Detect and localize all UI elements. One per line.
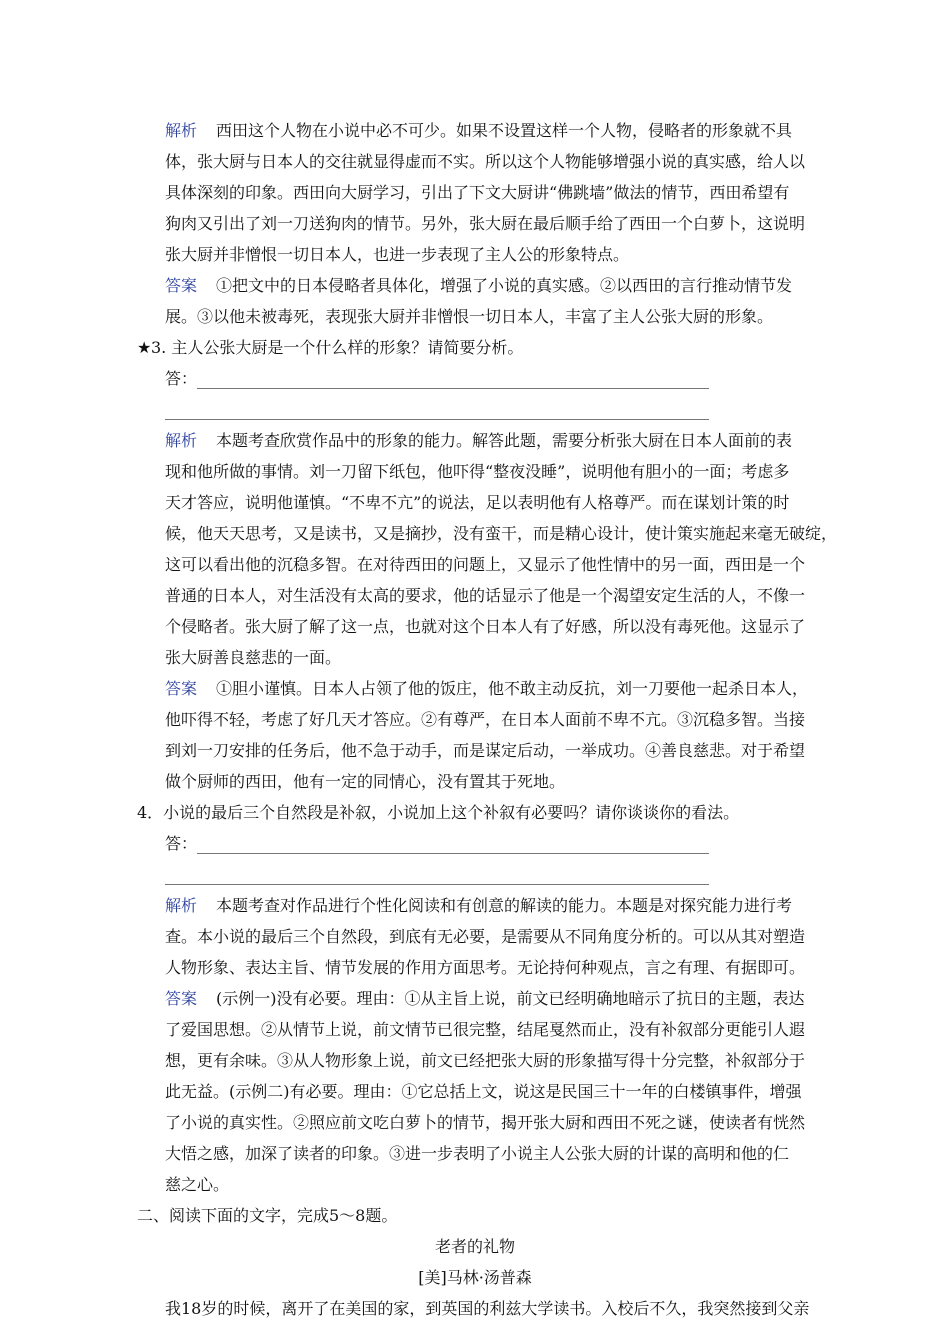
analysis-text-line: 西田这个人物在小说中必不可少。如果不设置这样一个人物，侵略者的形象就不具 xyxy=(216,121,793,140)
answer-text-line: 想，更有余味。③从人物形象上说，前文已经把张大厨的形象描写得十分完整，补叙部分于 xyxy=(165,1051,806,1070)
answer-text-line: 展。③以他未被毒死，表现张大厨并非憎恨一切日本人，丰富了主人公张大厨的形象。 xyxy=(165,307,774,326)
analysis-label: 解析 xyxy=(165,896,198,915)
analysis-text-line: 体，张大厨与日本人的交往就显得虚而不实。所以这个人物能够增强小说的真实感，给人以 xyxy=(165,152,806,171)
analysis-text-line: 具体深刻的印象。西田向大厨学习，引出了下文大厨讲“佛跳墙”做法的情节，西田希望有 xyxy=(165,183,790,202)
answer-blank-line[interactable] xyxy=(197,388,709,389)
answer-text-line: (示例一)没有必要。理由：①从主旨上说，前文已经明确地暗示了抗日的主题，表达 xyxy=(216,989,805,1008)
answer-label: 答案 xyxy=(165,679,198,698)
answer-text-line: 了小说的真实性。②照应前文吃白萝卜的情节，揭开张大厨和西田不死之谜，使读者有恍然 xyxy=(165,1113,806,1132)
section-heading: 二、阅读下面的文字，完成5～8题。 xyxy=(137,1206,398,1225)
answer-text-line: 此无益。(示例二)有必要。理由：①它总括上文，说这是民国三十一年的白楼镇事件，增强 xyxy=(165,1082,802,1101)
story-title: 老者的礼物 xyxy=(434,1237,515,1256)
analysis-text-line: 个侵略者。张大厨了解了这一点，也就对这个日本人有了好感，所以没有毒死他。这显示了 xyxy=(165,617,806,636)
analysis-text-line: 查。本小说的最后三个自然段，到底有无必要，是需要从不同角度分析的。可以从其对塑造 xyxy=(165,927,806,946)
answer-text-line: 慈之心。 xyxy=(165,1175,230,1194)
analysis-text-line: 张大厨并非憎恨一切日本人，也进一步表现了主人公的形象特点。 xyxy=(165,245,630,264)
answer-prompt: 答： xyxy=(165,369,198,388)
answer-text-line: 做个厨师的西田，他有一定的同情心，没有置其于死地。 xyxy=(165,772,566,791)
question-3: 3. 主人公张大厨是一个什么样的形象？请简要分析。 xyxy=(151,338,524,357)
analysis-text-line: 狗肉又引出了刘一刀送狗肉的情节。另外，张大厨在最后顺手给了西田一个白萝卜，这说明 xyxy=(165,214,806,233)
answer-prompt: 答： xyxy=(165,834,198,853)
answer-blank-line[interactable] xyxy=(165,884,709,885)
answer-text-line: 大悟之感，加深了读者的印象。③进一步表明了小说主人公张大厨的计谋的高明和他的仁 xyxy=(165,1144,790,1163)
answer-label: 答案 xyxy=(165,276,198,295)
analysis-text-line: 本题考查欣赏作品中的形象的能力。解答此题，需要分析张大厨在日本人面前的表 xyxy=(216,431,793,450)
answer-text-line: 他吓得不轻，考虑了好几天才答应。②有尊严，在日本人面前不卑不亢。③沉稳多智。当接 xyxy=(165,710,806,729)
answer-blank-line[interactable] xyxy=(165,419,709,420)
analysis-text-line: 天才答应，说明他谨慎。“不卑不亢”的说法，足以表明他有人格尊严。而在谋划计策的时 xyxy=(165,493,790,512)
analysis-text-line: 这可以看出他的沉稳多智。在对待西田的问题上，又显示了他性情中的另一面，西田是一个 xyxy=(165,555,806,574)
answer-blank-line[interactable] xyxy=(197,853,709,854)
analysis-label: 解析 xyxy=(165,431,198,450)
analysis-text-line: 现和他所做的事情。刘一刀留下纸包，他吓得“整夜没睡”，说明他有胆小的一面；考虑多 xyxy=(165,462,790,481)
answer-text-line: 到刘一刀安排的任务后，他不急于动手，而是谋定后动，一举成功。④善良慈悲。对于希望 xyxy=(165,741,806,760)
analysis-text-line: 张大厨善良慈悲的一面。 xyxy=(165,648,342,667)
story-author: [美]马林·汤普森 xyxy=(418,1268,532,1287)
analysis-text-line: 人物形象、表达主旨、情节发展的作用方面思考。无论持何种观点，言之有理、有据即可。 xyxy=(165,958,806,977)
answer-text-line: 了爱国思想。②从情节上说，前文情节已很完整，结尾戛然而止，没有补叙部分更能引人遐 xyxy=(165,1020,806,1039)
analysis-text-line: 普通的日本人，对生活没有太高的要求，他的话显示了他是一个渴望安定生活的人，不像一 xyxy=(165,586,806,605)
story-text-line: 我18岁的时候，离开了在美国的家，到英国的利兹大学读书。入校后不久，我突然接到父亲 xyxy=(165,1299,810,1318)
analysis-label: 解析 xyxy=(165,121,198,140)
answer-text-line: ①把文中的日本侵略者具体化，增强了小说的真实感。②以西田的言行推动情节发 xyxy=(216,276,793,295)
star-icon: ★ xyxy=(137,338,152,357)
answer-label: 答案 xyxy=(165,989,198,1008)
analysis-text-line: 候，他天天思考，又是读书，又是摘抄，没有蛮干，而是精心设计，使计策实施起来毫无破绽， xyxy=(165,524,838,543)
question-4: 4．小说的最后三个自然段是补叙，小说加上这个补叙有必要吗？请你谈谈你的看法。 xyxy=(137,803,740,822)
analysis-text-line: 本题考查对作品进行个性化阅读和有创意的解读的能力。本题是对探究能力进行考 xyxy=(216,896,793,915)
answer-text-line: ①胆小谨慎。日本人占领了他的饭庄，他不敢主动反抗，刘一刀要他一起杀日本人， xyxy=(216,679,809,698)
